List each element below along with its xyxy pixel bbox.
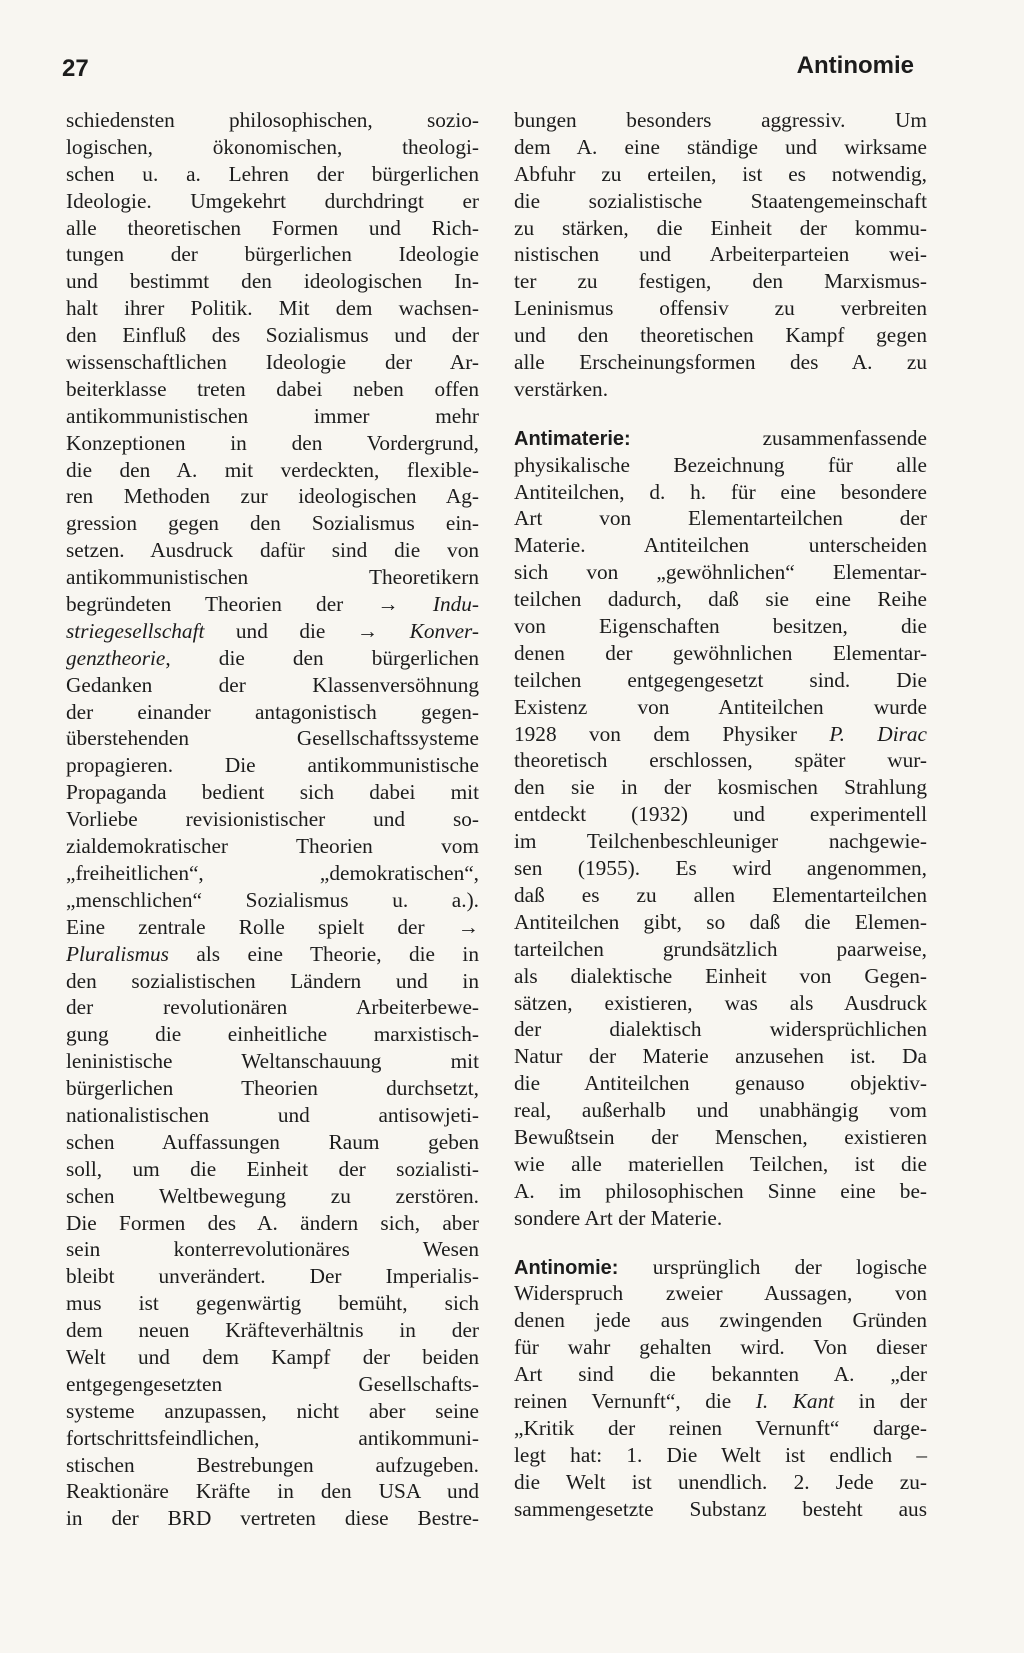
text-line: schiedensten philosophischen, sozio- bbox=[66, 108, 479, 132]
text-line: sondere Art der Materie. bbox=[514, 1205, 723, 1230]
text-line: und den theoretischen Kampf gegen bbox=[514, 323, 927, 348]
text-line: entdeckt (1932) und experimentell bbox=[514, 802, 927, 827]
text-line: Art von Elementarteilchen der bbox=[514, 506, 927, 531]
text-line: „menschlichen“ Sozialismus u. a.). bbox=[66, 887, 479, 912]
text-line: tungen der bürgerlichen Ideologie bbox=[66, 242, 479, 267]
text-line: dem neuen Kräfteverhältnis in der bbox=[66, 1318, 479, 1343]
text-line: leninistische Weltanschauung mit bbox=[66, 1049, 479, 1074]
text-line: systeme anzupassen, nicht aber seine bbox=[66, 1398, 479, 1423]
text-line: propagieren. Die antikommunistische bbox=[66, 753, 479, 778]
text-line: gression gegen den Sozialismus ein- bbox=[66, 511, 479, 536]
text-line: der revolutionären Arbeiterbewe- bbox=[66, 995, 479, 1020]
text-line: Abfuhr zu erteilen, ist es notwendig, bbox=[514, 161, 927, 186]
text-line: zu stärken, die Einheit der kommu- bbox=[514, 215, 927, 240]
text-line: Eine zentrale Rolle spielt der → bbox=[66, 914, 479, 939]
entry-antimaterie bbox=[514, 425, 927, 1232]
text-line: im Teilchenbeschleuniger nachgewie- bbox=[514, 829, 927, 854]
text-line: die den A. mit verdeckten, flexible- bbox=[66, 457, 479, 482]
text-line: „Kritik der reinen Vernunft“ darge- bbox=[514, 1415, 927, 1440]
text-line: verstärken. bbox=[514, 376, 609, 401]
text-line: „freiheitlichen“, „demokratischen“, bbox=[66, 860, 479, 885]
text-line: halt ihrer Politik. Mit dem wachsen- bbox=[66, 296, 479, 321]
text-line: überstehenden Gesellschaftssysteme bbox=[66, 726, 479, 751]
text-line: schen Weltbewegung zu zerstören. bbox=[66, 1183, 479, 1208]
text-line: denen jede aus zwingenden Gründen bbox=[514, 1308, 927, 1333]
text-line: zialdemokratischer Theorien vom bbox=[66, 834, 479, 859]
text-line: Welt und dem Kampf der beiden bbox=[66, 1344, 479, 1369]
text-line: in der BRD vertreten diese Bestre- bbox=[66, 1506, 479, 1531]
text-line: antikommunistischen Theoretikern bbox=[66, 565, 479, 590]
text-line: als dialektische Einheit von Gegen- bbox=[514, 963, 927, 988]
running-head: Antinomie bbox=[796, 52, 914, 79]
text-line: begründeten Theorien der → Indu- bbox=[66, 592, 479, 617]
text-line: Antiteilchen gibt, so daß die Elemen- bbox=[514, 909, 927, 934]
text-line: die sozialistische Staatengemeinschaft bbox=[514, 188, 927, 213]
text-line: sein konterrevolutionäres Wesen bbox=[66, 1237, 479, 1262]
text-line: den sozialistischen Ländern und in bbox=[66, 968, 479, 993]
text-line: bungen besonders aggressiv. Um bbox=[514, 108, 927, 132]
text-line: Bewußtsein der Menschen, existieren bbox=[514, 1124, 927, 1149]
text-line: reinen Vernunft“, die I. Kant in der bbox=[514, 1388, 927, 1413]
text-line: daß es zu allen Elementarteilchen bbox=[514, 882, 927, 907]
text-line: schen u. a. Lehren der bürgerlichen bbox=[66, 161, 479, 186]
text-line: Art sind die bekannten A. „der bbox=[514, 1362, 927, 1387]
text-line: real, außerhalb und unabhängig vom bbox=[514, 1098, 927, 1123]
text-line: Antiteilchen, d. h. für eine besondere bbox=[514, 479, 927, 504]
text-line: teilchen dadurch, daß sie eine Reihe bbox=[514, 587, 927, 612]
text-line: die Antiteilchen genauso objektiv- bbox=[514, 1071, 927, 1096]
text-line: dem A. eine ständige und wirksame bbox=[514, 134, 927, 159]
text-line: Leninismus offensiv zu verbreiten bbox=[514, 296, 927, 321]
text-line: nationalistischen und antisowjeti- bbox=[66, 1102, 479, 1127]
text-line: ter zu festigen, den Marxismus- bbox=[514, 269, 927, 294]
text-line: soll, um die Einheit der sozialisti- bbox=[66, 1156, 479, 1181]
text-line: Widerspruch zweier Aussagen, von bbox=[514, 1281, 927, 1306]
text-line: der dialektisch widersprüchlichen bbox=[514, 1017, 927, 1042]
text-line: den Einfluß des Sozialismus und der bbox=[66, 323, 479, 348]
text-line: physikalische Bezeichnung für alle bbox=[514, 452, 927, 477]
text-line: sätzen, existieren, was als Ausdruck bbox=[514, 990, 927, 1015]
right-column bbox=[514, 107, 927, 1522]
text-line: logischen, ökonomischen, theologi- bbox=[66, 134, 479, 159]
text-line: bürgerlichen Theorien durchsetzt, bbox=[66, 1076, 479, 1101]
text-line: denen der gewöhnlichen Elementar- bbox=[514, 640, 927, 665]
continuation-paragraph bbox=[514, 107, 927, 403]
text-line: Vorliebe revisionistischer und so- bbox=[66, 807, 479, 832]
text-line: für wahr gehalten wird. Von dieser bbox=[514, 1335, 927, 1360]
text-line: theoretisch erschlossen, später wur- bbox=[514, 748, 927, 773]
text-line: Die Formen des A. ändern sich, aber bbox=[66, 1210, 479, 1235]
text-line: ren Methoden zur ideologischen Ag- bbox=[66, 484, 479, 509]
text-line: genztheorie, die den bürgerlichen bbox=[66, 645, 479, 670]
text-line: wie alle materiellen Teilchen, ist die bbox=[514, 1151, 927, 1176]
text-line: Gedanken der Klassenversöhnung bbox=[66, 672, 479, 697]
text-line: sich von „gewöhnlichen“ Elementar- bbox=[514, 560, 927, 585]
text-line: Reaktionäre Kräfte in den USA und bbox=[66, 1479, 479, 1504]
text-line: Konzeptionen in den Vordergrund, bbox=[66, 430, 479, 455]
text-line: Ideologie. Umgekehrt durchdringt er bbox=[66, 188, 479, 213]
text-line: stischen Bestrebungen aufzugeben. bbox=[66, 1452, 479, 1477]
text-line: tarteilchen grundsätzlich paarweise, bbox=[514, 936, 927, 961]
text-line: Existenz von Antiteilchen wurde bbox=[514, 694, 927, 719]
text-line: nistischen und Arbeiterparteien wei- bbox=[514, 242, 927, 267]
page-number: 27 bbox=[62, 55, 89, 82]
text-line: schen Auffassungen Raum geben bbox=[66, 1129, 479, 1154]
text-line: Pluralismus als eine Theorie, die in bbox=[66, 941, 479, 966]
text-line: der einander antagonistisch gegen- bbox=[66, 699, 479, 724]
entry-body bbox=[514, 452, 927, 1232]
text-line: setzen. Ausdruck dafür sind die von bbox=[66, 538, 479, 563]
text-line: alle Erscheinungsformen des A. zu bbox=[514, 350, 927, 375]
text-line: A. im philosophischen Sinne eine be- bbox=[514, 1178, 927, 1203]
text-line: 1928 von dem Physiker P. Dirac bbox=[514, 721, 927, 746]
entry-antinomie bbox=[514, 1254, 927, 1523]
text-line: antikommunistischen immer mehr bbox=[66, 403, 479, 428]
text-line: sen (1955). Es wird angenommen, bbox=[514, 856, 927, 881]
text-line: bleibt unverändert. Der Imperialis- bbox=[66, 1264, 479, 1289]
entry-term: Antinomie: bbox=[514, 1256, 619, 1279]
text-line: entgegengesetzten Gesellschafts- bbox=[66, 1371, 479, 1396]
text-line: den sie in der kosmischen Strahlung bbox=[514, 775, 927, 800]
text-line: Natur der Materie anzusehen ist. Da bbox=[514, 1044, 927, 1069]
text-line: und bestimmt den ideologischen In- bbox=[66, 269, 479, 294]
text-line: die Welt ist unendlich. 2. Jede zu- bbox=[514, 1469, 927, 1494]
text-line: Materie. Antiteilchen unterscheiden bbox=[514, 533, 927, 558]
text-line: beiterklasse treten dabei neben offen bbox=[66, 376, 479, 401]
text-line: fortschrittsfeindlichen, antikommuni- bbox=[66, 1425, 479, 1450]
text-line: Propaganda bedient sich dabei mit bbox=[66, 780, 479, 805]
entry-term: Antimaterie: bbox=[514, 427, 631, 450]
entry-body bbox=[514, 1280, 927, 1522]
entry-first-line: Antimaterie: zusammenfassende bbox=[514, 425, 927, 450]
text-line: mus ist gegenwärtig bemüht, sich bbox=[66, 1291, 479, 1316]
entry-first-line: Antinomie: ursprünglich der logische bbox=[514, 1254, 927, 1279]
text-line: teilchen entgegengesetzt sind. Die bbox=[514, 667, 927, 692]
text-line: gung die einheitliche marxistisch- bbox=[66, 1022, 479, 1047]
text-line: legt hat: 1. Die Welt ist endlich – bbox=[514, 1442, 927, 1467]
text-line: wissenschaftlichen Ideologie der Ar- bbox=[66, 350, 479, 375]
text-line: alle theoretischen Formen und Rich- bbox=[66, 215, 479, 240]
text-line: von Eigenschaften besitzen, die bbox=[514, 614, 927, 639]
left-column bbox=[66, 107, 479, 1532]
text-line: striegesellschaft und die → Konver- bbox=[66, 618, 479, 643]
text-line: sammengesetzte Substanz besteht aus bbox=[514, 1496, 927, 1521]
